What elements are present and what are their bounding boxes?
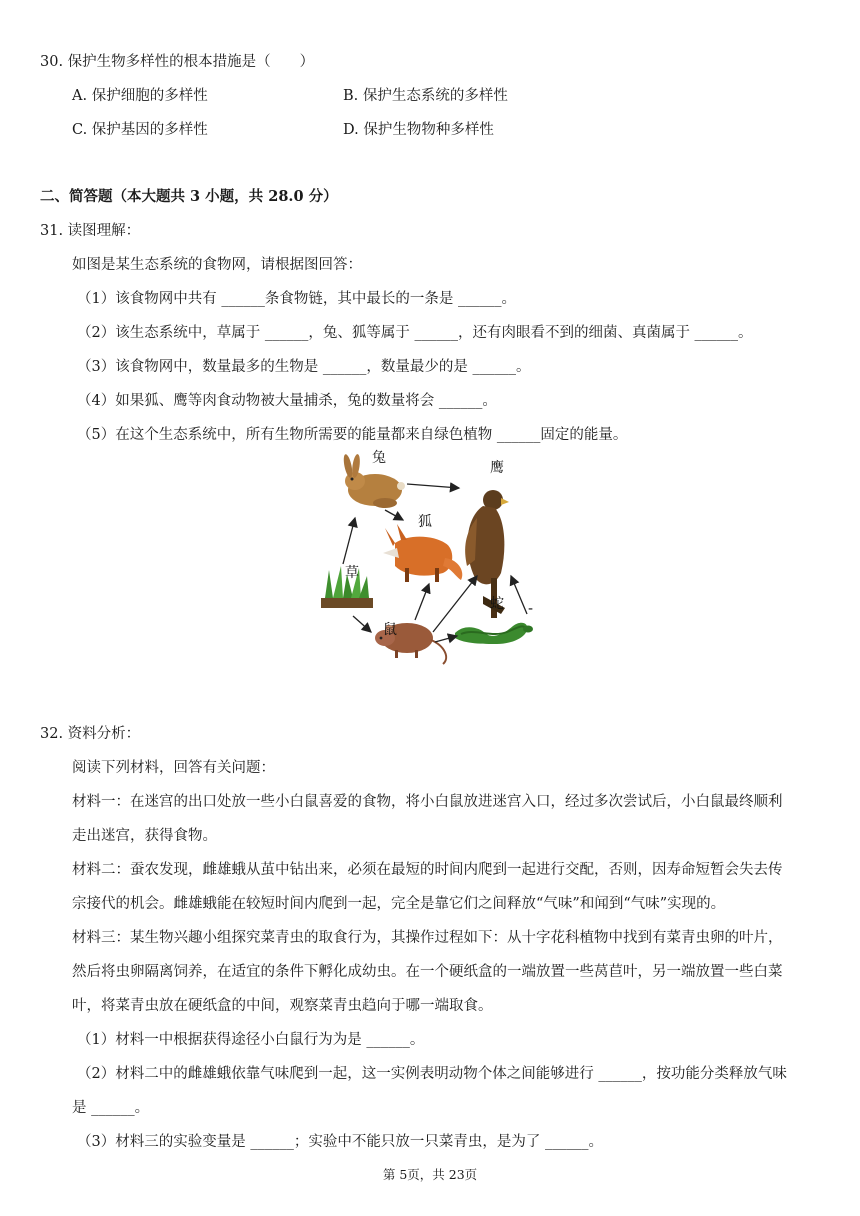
q30-option-d: D. 保护生物物种多样性 xyxy=(343,122,494,138)
food-web-diagram xyxy=(315,448,540,676)
material-2-line2: 宗接代的机会。雌雄蛾能在较短时间内爬到一起，完全是靠它们之间释放“气味”和闻到“气味”实现的。 xyxy=(72,896,726,912)
arrow-rabbit-fox xyxy=(385,510,403,520)
q32-intro: 阅读下列材料，回答有关问题： xyxy=(72,760,275,776)
q32-sub1: （1）材料一中根据获得途径小白鼠行为为是 ______。 xyxy=(77,1032,425,1048)
q31-sub2: （2）该生态系统中，草属于 ______，兔、狐等属于 ______，还有肉眼看不到的细菌、真菌属于 ______。 xyxy=(77,325,753,341)
arrow-grass-mouse xyxy=(353,616,371,632)
material-2-line1: 材料二：蚕农发现，雌雄蛾从茧中钻出来，必须在最短的时间内爬到一起进行交配，否则，因寿命短暂会失去传 xyxy=(72,862,783,878)
material-1-line1: 材料一：在迷宫的出口处放一些小白鼠喜爱的食物，将小白鼠放进迷宫入口，经过多次尝试后，小白鼠最终顺利 xyxy=(72,794,783,810)
fox-illustration xyxy=(383,524,462,582)
q30-option-b: B. 保护生态系统的多样性 xyxy=(343,88,508,104)
material-1-line2: 走出迷宫，获得食物。 xyxy=(72,828,217,844)
rabbit-label: 兔 xyxy=(372,450,386,466)
arrow-mouse-fox xyxy=(415,584,429,620)
arrow-snake-eagle xyxy=(511,576,527,614)
q31-sub4: （4）如果狐、鹰等肉食动物被大量捕杀，兔的数量将会 ______。 xyxy=(77,393,497,409)
q32-sub3: （3）材料三的实验变量是 ______；实验中不能只放一只菜青虫，是为了 ______。 xyxy=(77,1134,603,1150)
arrow-mouse-snake xyxy=(435,636,457,642)
q30-stem: 30. 保护生物多样性的根本措施是（ ） xyxy=(40,54,315,70)
q32-title: 32. 资料分析： xyxy=(40,726,141,742)
material-3-line3: 叶，将菜青虫放在硬纸盒的中间，观察菜青虫趋向于哪一端取食。 xyxy=(72,998,493,1014)
q31-sub3: （3）该食物网中，数量最多的生物是 ______，数量最少的是 ______。 xyxy=(77,359,531,375)
fox-label: 狐 xyxy=(418,514,432,530)
svg-text:-: - xyxy=(528,601,534,617)
q32-sub2-line1: （2）材料二中的雌雄蛾依靠气味爬到一起，这一实例表明动物个体之间能够进行 ______，按功能分类释放气味 xyxy=(77,1066,787,1082)
snake-illustration xyxy=(455,623,533,644)
material-3-line1: 材料三：某生物兴趣小组探究菜青虫的取食行为，其操作过程如下：从十字花科植物中找到有菜青虫卵的叶片， xyxy=(72,930,783,946)
grass-label: 草 xyxy=(345,565,359,581)
section-heading: 二、简答题（本大题共 3 小题，共 28.0 分） xyxy=(40,188,338,205)
q30-option-a: A. 保护细胞的多样性 xyxy=(72,88,208,104)
q32-sub2-line2: 是 ______。 xyxy=(72,1100,150,1116)
q31-title: 31. 读图理解： xyxy=(40,223,141,239)
snake-label: 蛇 xyxy=(490,596,504,612)
eagle-label: 鹰 xyxy=(490,460,504,476)
q30-option-c: C. 保护基因的多样性 xyxy=(72,122,208,138)
q31-intro: 如图是某生态系统的食物网，请根据图回答： xyxy=(72,257,362,273)
arrow-mouse-eagle xyxy=(433,576,477,632)
page-footer: 第 5页，共 23页 xyxy=(382,1167,478,1182)
arrow-rabbit-eagle xyxy=(407,484,459,488)
q31-sub1: （1）该食物网中共有 ______条食物链，其中最长的一条是 ______。 xyxy=(77,291,516,307)
q31-sub5: （5）在这个生态系统中，所有生物所需要的能量都来自绿色植物 ______固定的能量。 xyxy=(77,427,628,443)
material-3-line2: 然后将虫卵隔离饲养，在适宜的条件下孵化成幼虫。在一个硬纸盒的一端放置一些莴苣叶，另一端放置一些白菜 xyxy=(72,964,783,980)
arrow-grass-rabbit xyxy=(343,518,355,564)
mouse-label: 鼠 xyxy=(383,622,397,638)
